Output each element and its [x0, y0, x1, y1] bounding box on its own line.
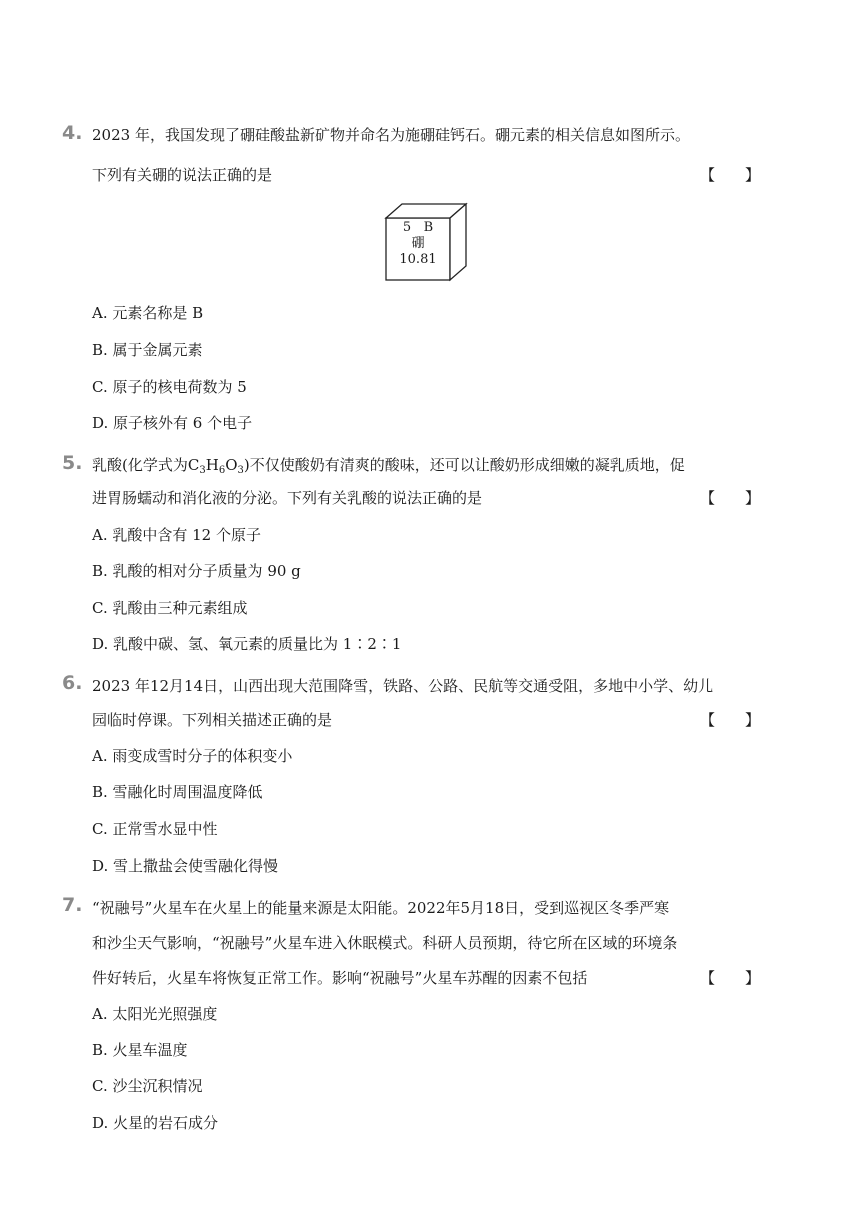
- question-number: 7.: [62, 894, 83, 916]
- answer-bracket: 【 】: [699, 711, 760, 729]
- question-text-line: 2023 年，我国发现了硼硅酸盐新矿物并命名为施硼硅钙石。硼元素的相关信息如图所示。: [92, 126, 690, 144]
- question-number: 5.: [62, 452, 83, 474]
- option-a: A. 乳酸中含有 12 个原子: [92, 526, 261, 544]
- question-text-line: 园临时停课。下列相关描述正确的是: [92, 711, 333, 729]
- element-name: 硼: [411, 236, 425, 251]
- option-c: C. 原子的核电荷数为 5: [92, 378, 247, 396]
- element-symbol: B: [423, 220, 434, 235]
- atomic-mass: 10.81: [399, 252, 437, 267]
- option-c: C. 正常雪水显中性: [92, 820, 218, 838]
- question-text-line: 进胃肠蠕动和消化液的分泌。下列有关乳酸的说法正确的是: [92, 489, 483, 507]
- question-text-line: 和沙尘天气影响，“祝融号”火星车进入休眠模式。科研人员预期，待它所在区域的环境条: [92, 934, 678, 952]
- question-text-line: 下列有关硼的说法正确的是: [92, 166, 273, 184]
- element-card: [386, 220, 450, 268]
- option-b: B. 火星车温度: [92, 1041, 188, 1059]
- question-text-line: 件好转后，火星车将恢复正常工作。影响“祝融号”火星车苏醒的因素不包括: [92, 969, 588, 987]
- answer-bracket: 【 】: [699, 489, 760, 507]
- question-number: 6.: [62, 672, 83, 694]
- answer-bracket: 【 】: [699, 166, 760, 184]
- option-a: A. 太阳光光照强度: [92, 1005, 218, 1023]
- answer-bracket: 【 】: [699, 969, 760, 987]
- option-a: A. 雨变成雪时分子的体积变小: [92, 747, 293, 765]
- question-number: 4.: [62, 122, 83, 144]
- option-c: C. 沙尘沉积情况: [92, 1077, 203, 1095]
- option-a: A. 元素名称是 B: [92, 304, 204, 322]
- option-d: D. 火星的岩石成分: [92, 1114, 219, 1132]
- option-c: C. 乳酸由三种元素组成: [92, 599, 248, 617]
- question-text-line: “祝融号”火星车在火星上的能量来源是太阳能。2022年5月18日，受到巡视区冬季严寒: [92, 899, 670, 917]
- element-number-symbol: [386, 220, 450, 236]
- option-d: D. 原子核外有 6 个电子: [92, 414, 253, 432]
- option-b: B. 雪融化时周围温度降低: [92, 783, 263, 801]
- question-text-line: 2023 年12月14日，山西出现大范围降雪，铁路、公路、民航等交通受阻，多地中小学、幼儿: [92, 677, 714, 695]
- option-b: B. 属于金属元素: [92, 341, 203, 359]
- option-d: D. 雪上撒盐会使雪融化得慢: [92, 857, 279, 875]
- question-text-line: 乳酸(化学式为$C_3H_6O_3$)不仅使酸奶有清爽的酸味，还可以让酸奶形成细嫩的凝乳质地，促: [92, 456, 685, 476]
- atomic-number: 5: [402, 220, 412, 235]
- option-b: B. 乳酸的相对分子质量为 90 g: [92, 562, 301, 580]
- option-d: D. 乳酸中碳、氢、氧元素的质量比为 1∶2∶1: [92, 635, 402, 653]
